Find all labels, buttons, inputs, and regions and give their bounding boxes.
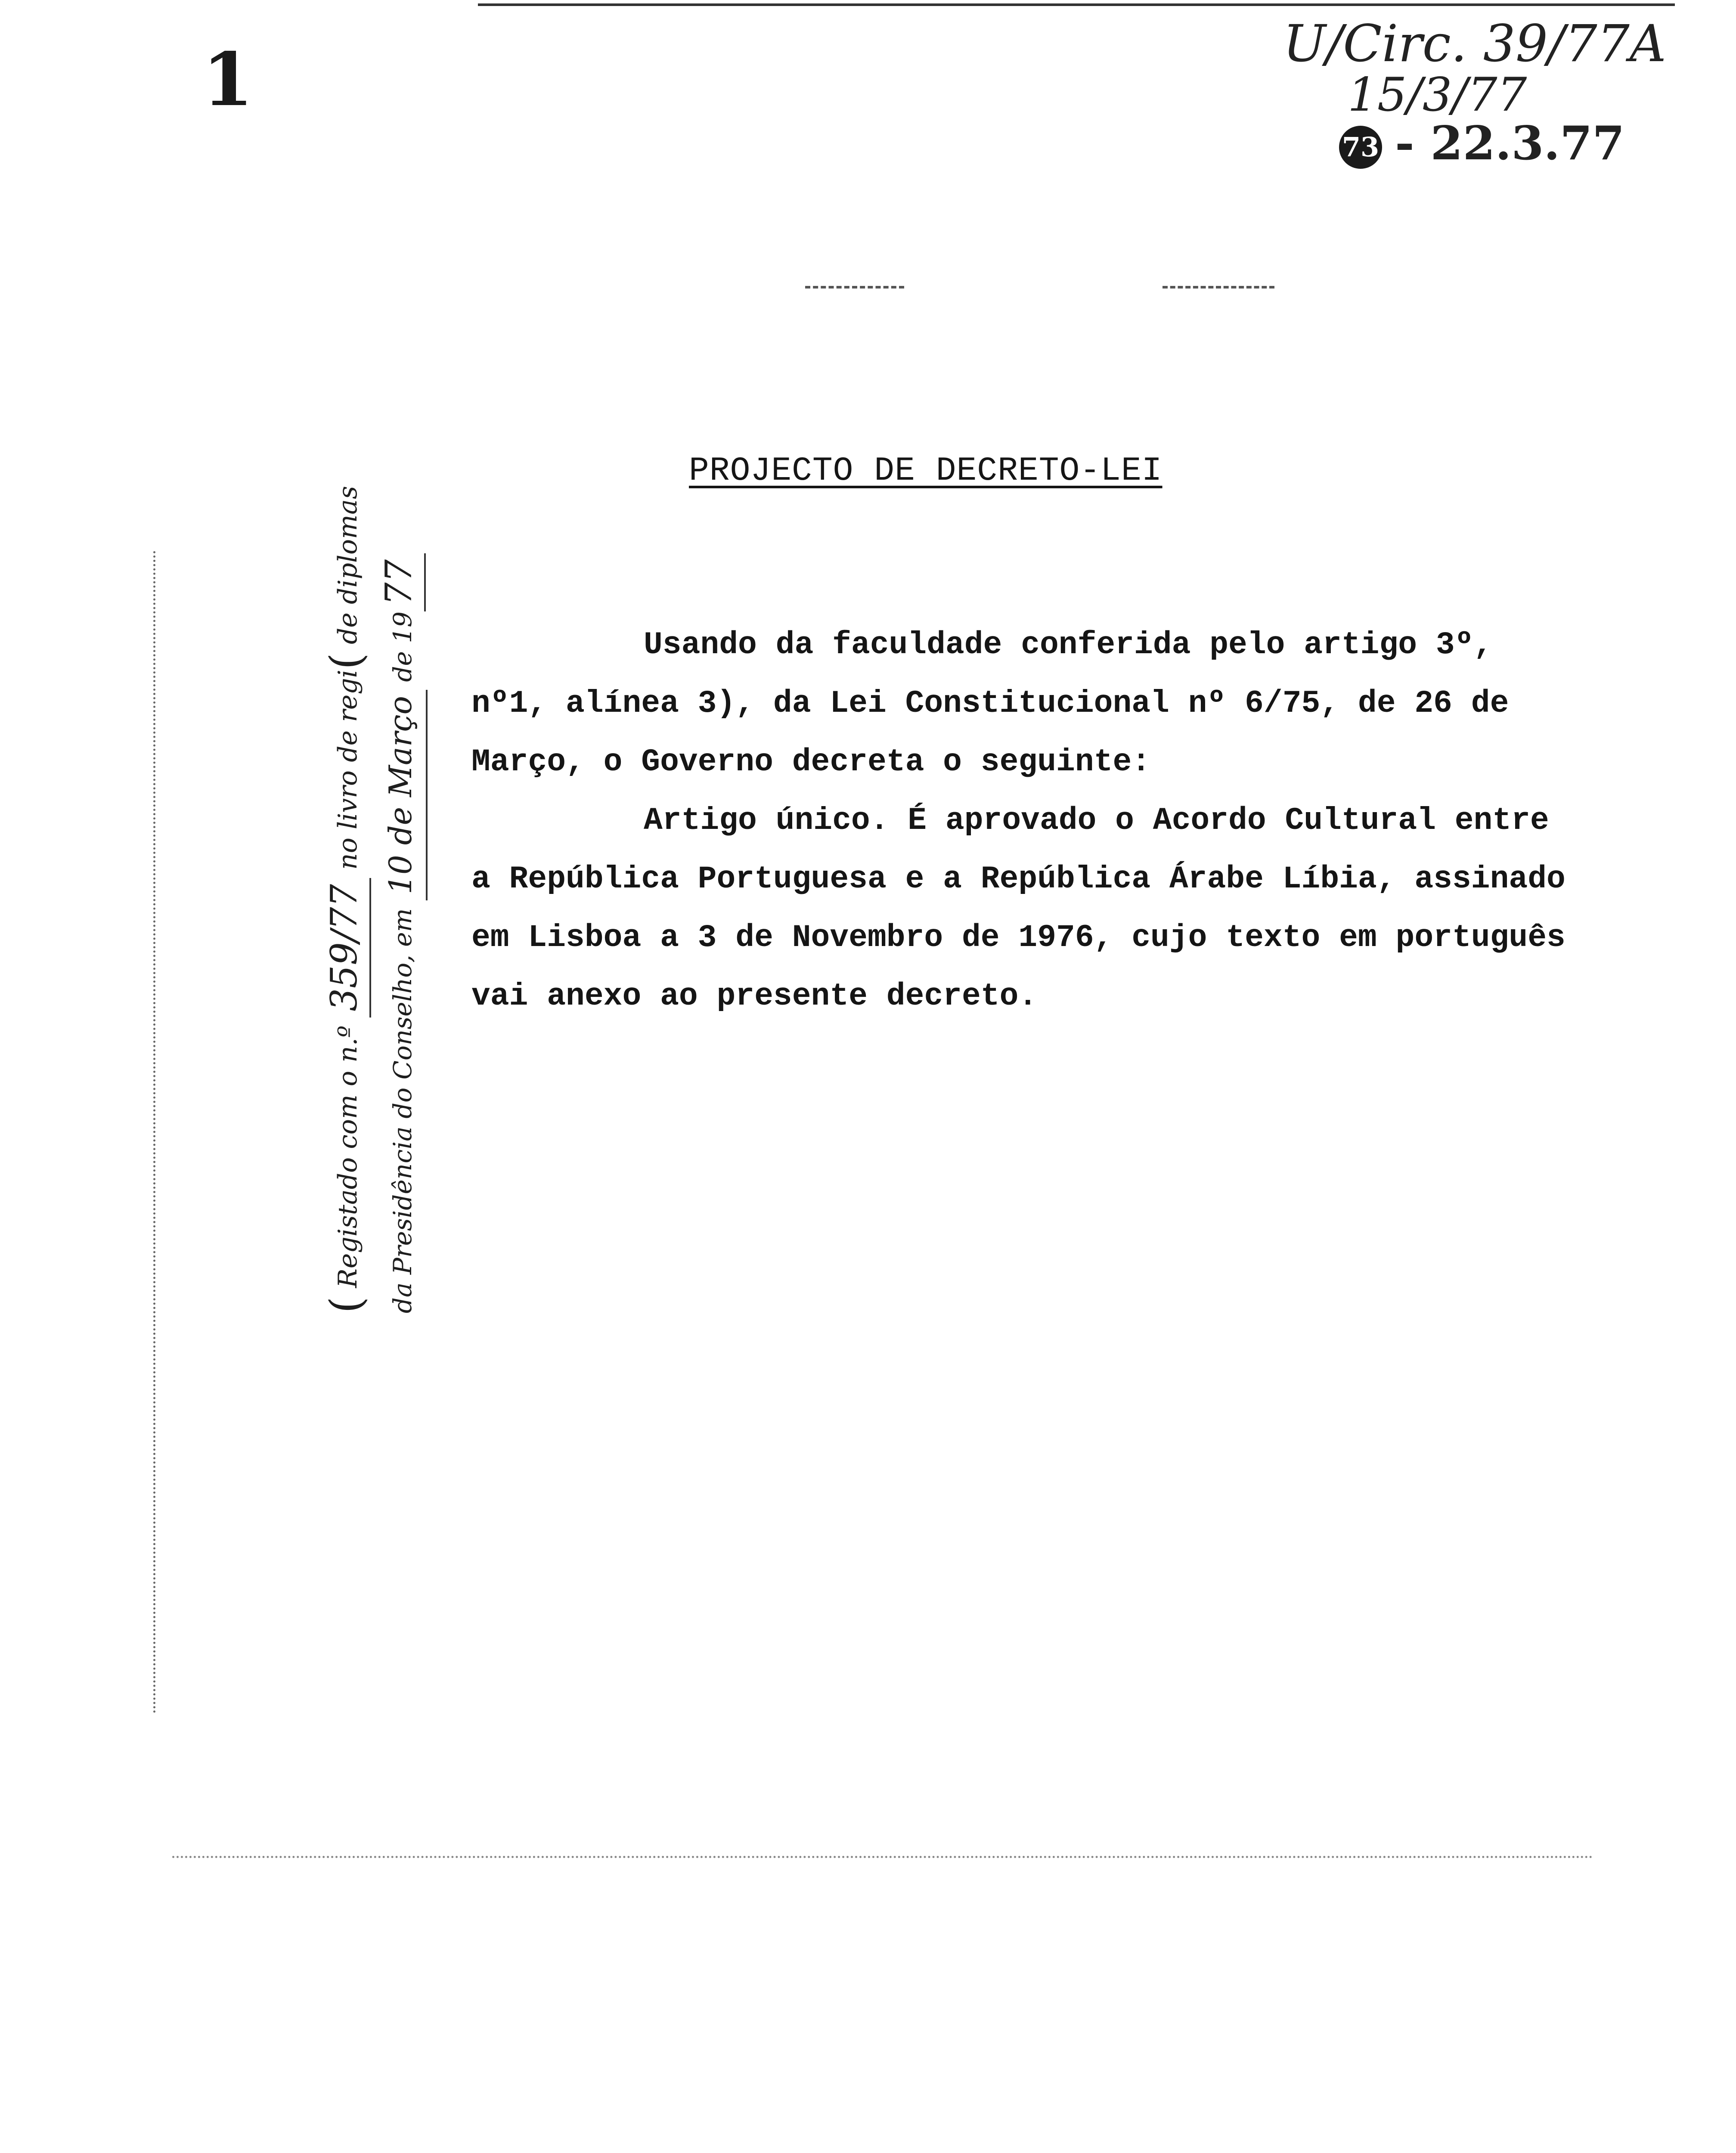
stamp-prefix: Registado com o n.º	[333, 1025, 363, 1288]
handwritten-circular-ref: U/Circ. 39/77A	[1283, 14, 1667, 73]
bottom-dotted-line	[172, 1856, 1593, 1858]
decree-paragraph-preamble	[471, 616, 1574, 791]
registration-stamp	[319, 486, 428, 1313]
decree-article-text: Artigo único. É aprovado o Acordo Cultural entre a República Portuguesa e a República Árabe Líbia, assinado em Lisboa a 3 de Novembro de 1976, cujo texto em português vai anexo ao presente decreto.	[471, 803, 1566, 1014]
margin-dotted-line	[153, 551, 155, 1714]
stamp-open-paren-2: (	[321, 653, 371, 670]
dash-divider-right	[1162, 286, 1274, 289]
decree-paragraph-article	[471, 791, 1574, 1026]
stamp-open-paren: (	[321, 1296, 371, 1313]
registration-stamp-line1	[319, 486, 373, 1313]
stamp-day-month: 10 de Março	[375, 690, 428, 900]
document-title: PROJECTO DE DECRETO-LEI	[689, 452, 1162, 490]
registration-stamp-line2	[373, 559, 428, 1313]
page-corner-mark: 1	[202, 37, 254, 123]
circled-number-stamp: 73	[1339, 126, 1382, 169]
stamp-line2-prefix: da Presidência do Conselho, em	[388, 908, 417, 1313]
handwritten-stamp-line	[1339, 116, 1666, 171]
stamp-suffix: de diplomas	[333, 486, 363, 645]
stamp-mid: no livro de regi	[333, 670, 363, 870]
stamp-year: 77	[373, 553, 426, 611]
stamp-registration-number: 359/77	[319, 878, 371, 1018]
dash-divider-left	[805, 286, 904, 289]
handwritten-date: 15/3/77	[1348, 68, 1527, 122]
handwritten-reference	[1283, 14, 1667, 171]
stamp-year-prefix: de 19	[388, 611, 417, 682]
decree-preamble-text: Usando da faculdade conferida pelo artigo 3º, nº1, alínea 3), da Lei Constitucional nº 6/75, de 26 de Março, o Governo decreta o seguinte:	[471, 627, 1509, 780]
handwritten-second-date: - 22.3.77	[1395, 116, 1625, 171]
decree-body	[471, 616, 1574, 1026]
top-rule	[478, 3, 1675, 6]
